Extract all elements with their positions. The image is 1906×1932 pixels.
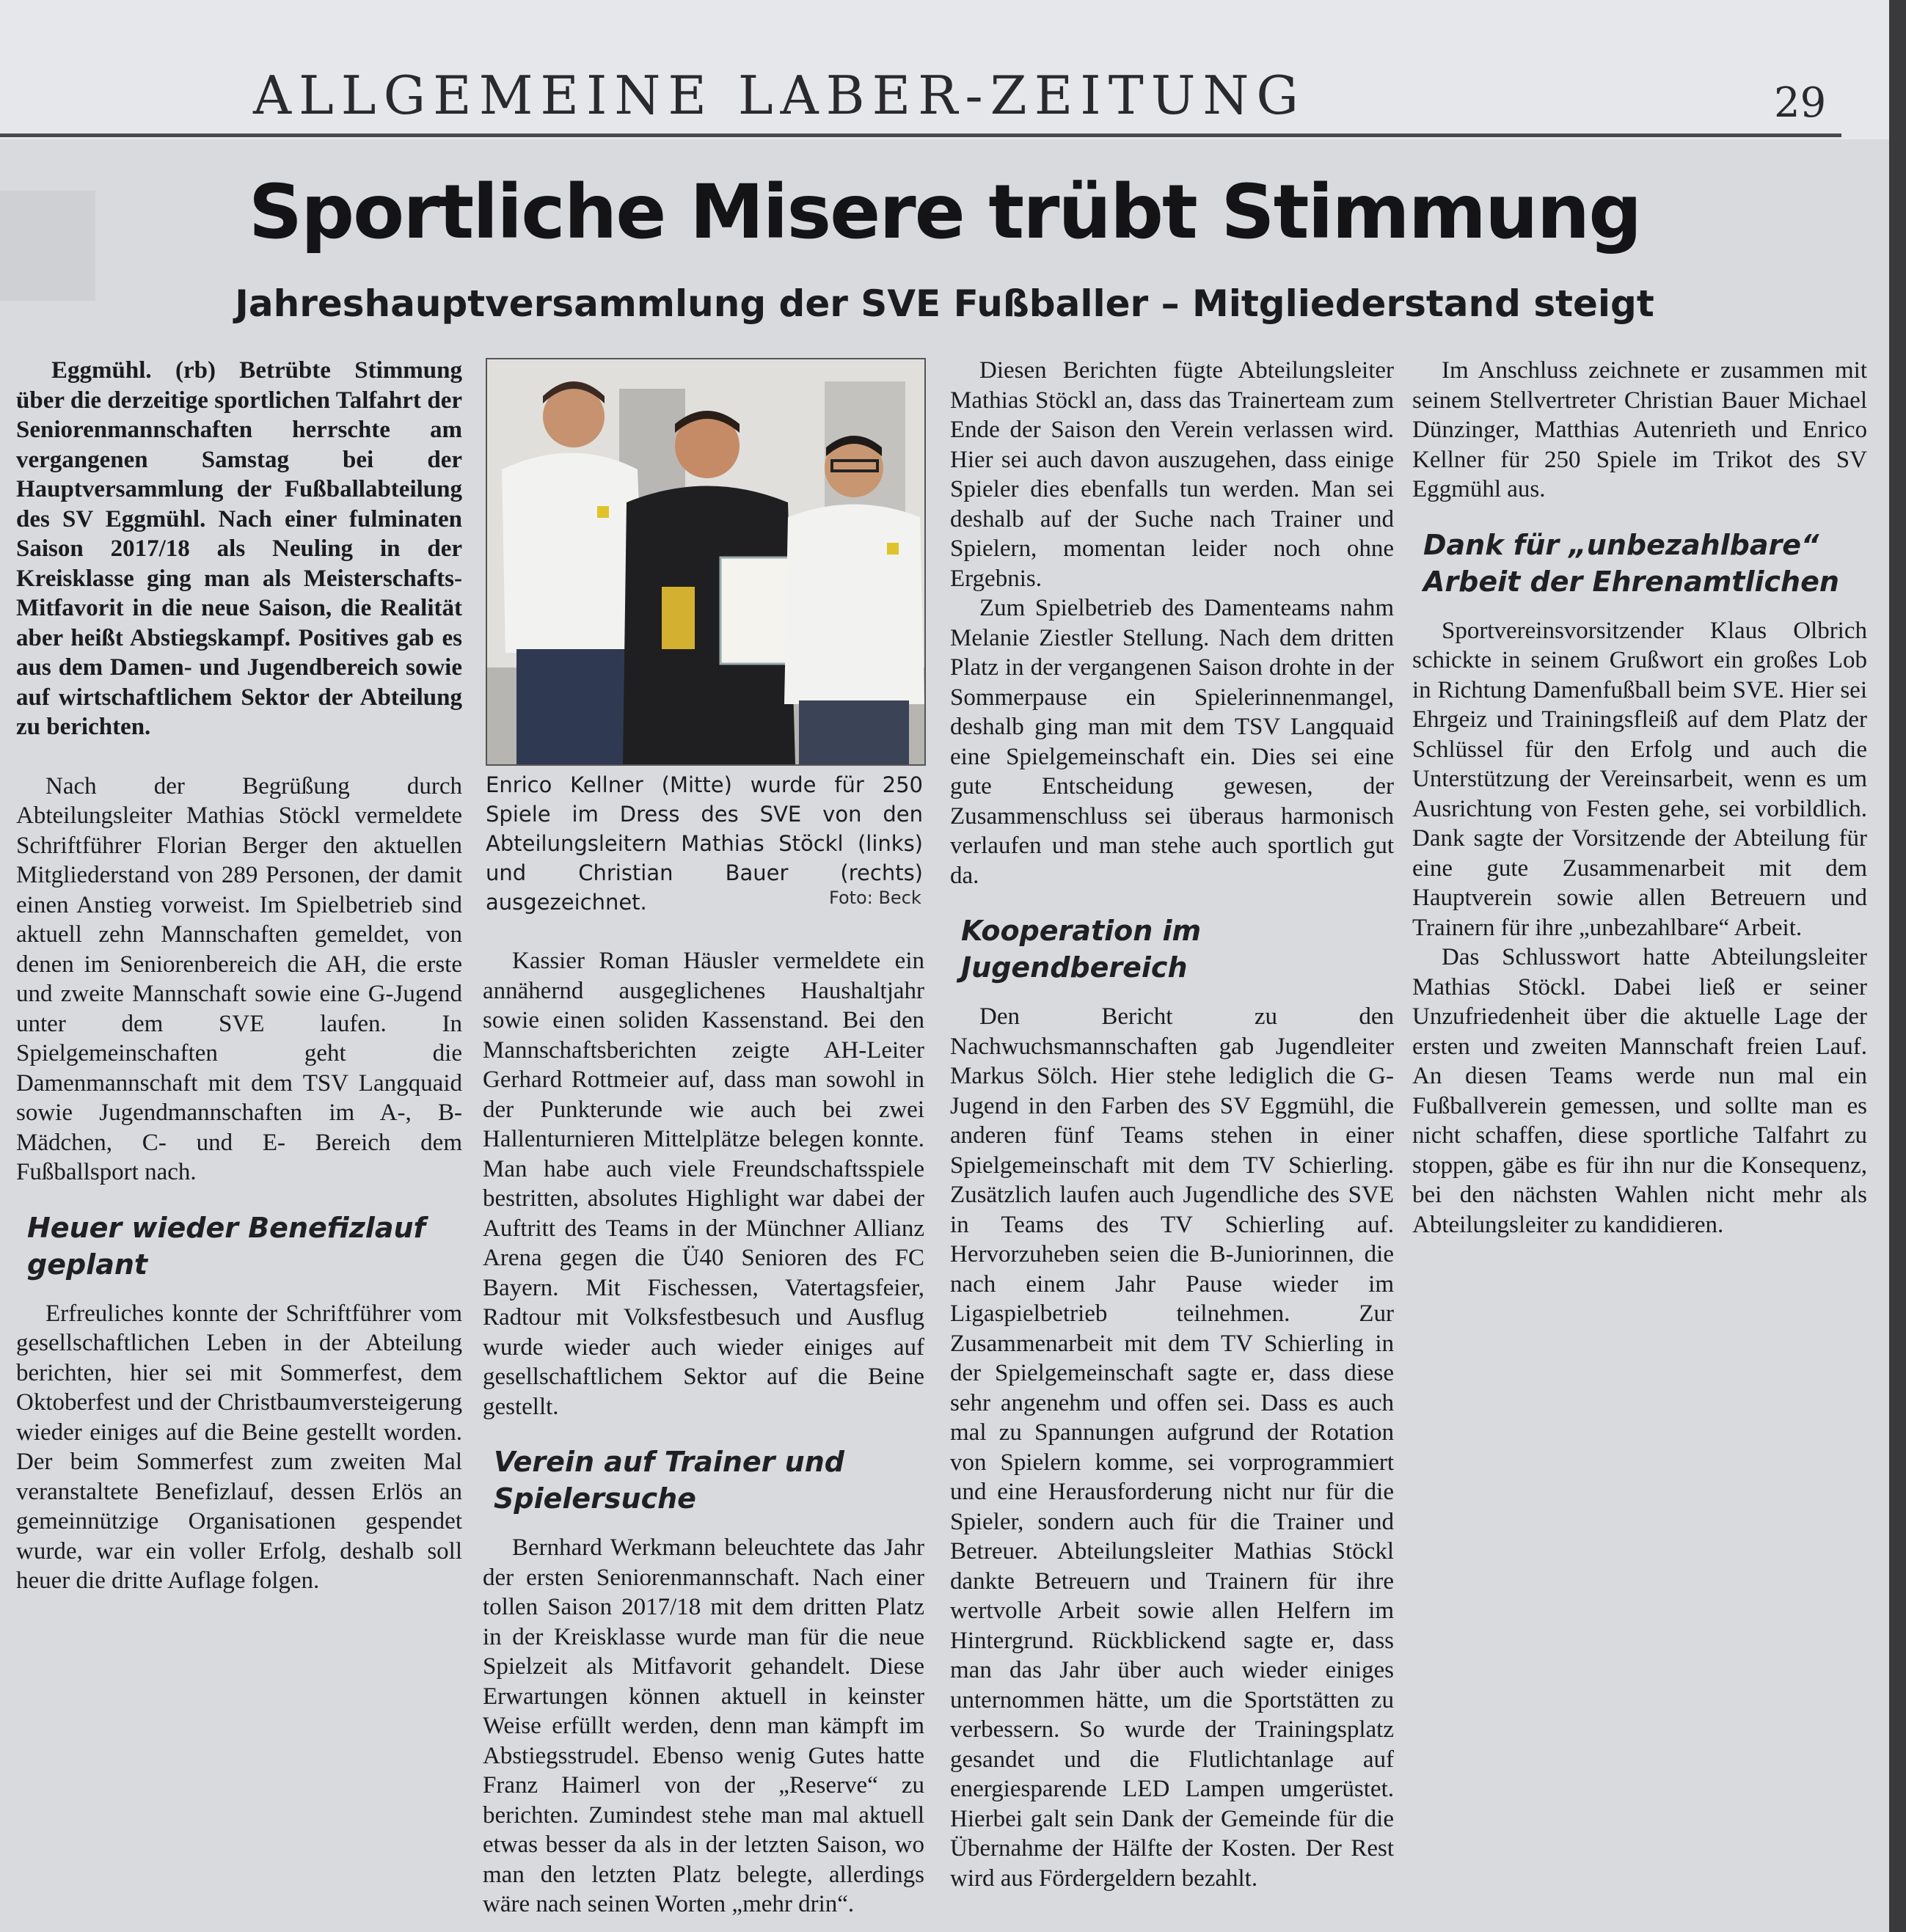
paragraph: Im Anschluss zeichnete er zusammen mit seinem Stellvertreter Christian Bauer Michael Dünzinger, Matthias Autenrieth und Enrico Kellner für 250 Spiele im Trikot des SV Eggmühl aus. — [1412, 357, 1867, 502]
paragraph: Kassier Roman Häusler vermeldete ein annähernd ausgeglichenes Haushaltjahr sowie einen soliden Kassenstand. Bei den Mannschaftsberichten zeigte AH-Leiter Gerhard Rottmeier auf, dass man sowohl in der Punkterunde wie auch bei zwei Hallenturnieren Mittelplätze belegen konnte. Man habe auch viele Freundschaftsspiele bestritten, absolutes Highlight war dabei der Auftritt des Teams in der Münchner Allianz Arena gegen die Ü40 Senioren des FC Bayern. Mit Fischessen, Vatertagsfeier, Radtour mit Volksfestbesuch und Ausflug wurde wieder auch wieder einiges auf gesellschaftlichem Sektor auf die Beine gestellt. — [483, 948, 924, 1420]
team-photo — [486, 358, 926, 766]
subheading: Heuer wieder Benefizlauf geplant — [27, 1211, 426, 1281]
subheading: Kooperation im Jugendbereich — [961, 915, 1202, 984]
paragraph: Zum Spielbetrieb des Damenteams nahm Melanie Ziestler Stellung. Nach dem dritten Platz in der vergangenen Saison drohte in der Sommerpause ein Spielerinnenmangel, deshalb ging man mit dem TSV Langquaid eine Spielgemeinschaft ein. Dies sei eine gute Entscheidung gewesen, der Zusammenschluss sei überaus harmonisch verlaufen und man stehe auch sportlich gut da. — [950, 595, 1394, 889]
photo-credit: Foto: Beck — [829, 888, 921, 908]
paragraph: Erfreuliches konnte der Schriftführer vom gesellschaftlichen Leben in der Abteilung berichten, hier sei mit Sommerfest, dem Oktoberfest und der Christbaumversteigerung wieder einiges auf die Beine gestellt worden. Der beim Sommerfest zum zweiten Mal veranstaltete Benefizlauf, dessen Erlös an gemeinnützige Organisationen gespendet wurde, war ein voller Erfolg, deshalb soll heuer die dritte Auflage folgen. — [16, 1300, 462, 1594]
header-rule — [0, 133, 1841, 137]
column-4 — [1412, 356, 1867, 1240]
subheading: Dank für „unbezahlbare“ Arbeit der Ehrenamtlichen — [1423, 528, 1839, 598]
paragraph: Den Bericht zu den Nachwuchsmannschaften gab Jugendleiter Markus Sölch. Hier stehe lediglich die G-Jugend in den Farben des SV Eggmühl, die anderen fünf Teams stehen in einer Spielgemeinschaft mit dem TV Schierling. Zusätzlich laufen auch Jugendliche des SVE in Teams des TV Schierling auf. Hervorzuheben seien die B-Juniorinnen, die nach einem Jahr Pause wieder im Ligaspielbetrieb teilnehmen. Zur Zusammenarbeit mit dem TV Schierling in der Spielgemeinschaft sagte er, dass diese sehr angenehm und offen sei. Dass es auch mal zu Spannungen aufgrund der Rotation von Spielern komme, sei vorprogrammiert und eine Herausforderung nicht nur für die Spieler, sondern auch für die Trainer und Betreuer. Abteilungsleiter Mathias Stöckl dankte Betreuern und Trainern für ihre wertvolle Arbeit sowie allen Helfern im Hintergrund. Rückblickend sagte er, dass man das Jahr über auch wieder einiges unternommen hätte, um die Sportstätten zu verbessern. So wurde der Trainingsplatz gesandet und die Flutlichtanlage auf energiesparende LED Lampen umgerüstet. Hierbei galt sein Dank der Gemeinde für die Übernahme der Hälfte der Kosten. Der Rest wird aus Fördergeldern bezahlt. — [950, 1003, 1394, 1892]
subheading: Verein auf Trainer und Spielersuche — [494, 1446, 844, 1515]
paragraph: Bernhard Werkmann beleuchtete das Jahr der ersten Seniorenmannschaft. Nach einer tollen Saison 2017/18 mit dem dritten Platz in der Kreisklasse wurde man für die neue Spielzeit als Mitfavorit gehandelt. Diese Erwartungen können aktuell in keinster Weise erfüllt werden, denn man kämpft im Abstiegsstrudel. Ebenso wenig Gutes hatte Franz Haimerl von der „Reserve“ zu berichten. Zumindest stehe man mal aktuell etwas besser da als in der letzten Saison, wo man den letzten Platz belegte, allerdings wäre nach seinen Worten „mehr drin“. — [483, 1534, 924, 1917]
subheadline: Jahreshauptversammlung der SVE Fußballer – Mitgliederstand steigt — [235, 282, 1654, 325]
headline: Sportliche Misere trübt Stimmung — [248, 169, 1641, 256]
paragraph: Sportvereinsvorsitzender Klaus Olbrich schickte in seinem Grußwort ein großes Lob in Richtung Damenfußball beim SVE. Hier sei Ehrgeiz und Trainingsfleiß auf dem Platz der Schlüssel für den Erfolg und auch die Unterstützung der Vereinsarbeit, wenn es um Ausrichtung von Festen gehe, sei vorbildlich. Dank sagte der Vorsitzende der Abteilung für eine gute Zusammenarbeit mit dem Hauptverein sowie allen Betreuern und Trainern für ihre „unbezahlbare“ Arbeit. — [1412, 617, 1867, 941]
photo-illustration — [487, 359, 924, 764]
photo-caption: Enrico Kellner (Mitte) wurde für 250 Spiele im Dress des SVE von den Abteilungsleitern Mathias Stöckl (links) und Christian Bauer (rechts) ausgezeichnet. — [486, 772, 923, 915]
column-3 — [950, 356, 1394, 1893]
column-1 — [16, 356, 462, 1596]
column-2 — [483, 946, 924, 1920]
paragraph: Nach der Begrüßung durch Abteilungsleiter Mathias Stöckl vermeldete Schriftführer Florian Berger den aktuellen Mitgliederstand von 289 Personen, der damit einen Anstieg vorweist. Im Spielbetrieb sind aktuell zehn Mannschaften gemeldet, von denen im Seniorenbereich die AH, die erste und zweite Mannschaft sowie eine G-Jugend unter dem SVE laufen. In Spielgemeinschaften geht die Damenmannschaft mit dem TSV Langquaid sowie Jugendmannschaften im A-, B-Mädchen, C- und E- Bereich dem Fußballsport nach. — [16, 772, 462, 1185]
paragraph: Diesen Berichten fügte Abteilungsleiter Mathias Stöckl an, dass das Trainerteam zum Ende der Saison den Verein verlassen wird. Hier sei auch davon auszugehen, dass einige Spieler dies ebenfalls tun werden. Man sei deshalb auf der Suche nach Trainer und Spielern, momentan leider noch ohne Ergebnis. — [950, 357, 1394, 592]
paragraph: Das Schlusswort hatte Abteilungsleiter Mathias Stöckl. Dabei ließ er seiner Unzufriedenheit über die aktuelle Lage der ersten und zweiten Mannschaft freien Lauf. An diesen Teams werde nun mal ein Fußballverein gemessen, und sollte man es nicht schaffen, diese sportliche Talfahrt zu stoppen, gäbe es für ihn nur die Konsequenz, bei den nächsten Wahlen nicht mehr als Abteilungsleiter zu kandidieren. — [1412, 944, 1867, 1238]
lead-paragraph: Eggmühl. (rb) Betrübte Stimmung über die derzeitige sportlichen Talfahrt der Seniorenmannschaften herrschte am vergangenen Samstag bei der Hauptversammlung der Fußballabteilung des SV Eggmühl. Nach einer fulminaten Saison 2017/18 als Neuling in der Kreisklasse ging man als Meisterschafts-Mitfavorit in die neue Saison, die Realität aber heißt Abstiegskampf. Positives gab es aus dem Damen- und Jugendbereich sowie auf wirtschaftlichem Sektor der Abteilung zu berichten. — [16, 357, 462, 740]
page-number: 29 — [1774, 79, 1827, 127]
masthead: ALLGEMEINE LABER-ZEITUNG — [253, 65, 1306, 126]
